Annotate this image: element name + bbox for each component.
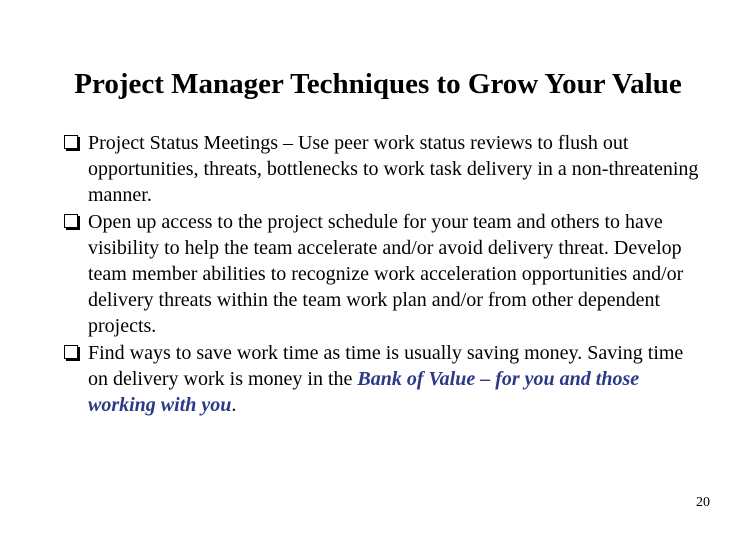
bullet-item bbox=[64, 130, 704, 209]
bullet-list bbox=[64, 130, 704, 418]
bullet-item bbox=[64, 209, 704, 340]
bullet-text: Project Status Meetings – Use peer work status reviews to flush out opportunities, threats, bottlenecks to work task delivery in a non-threatening manner. bbox=[88, 132, 699, 207]
checkbox-square-icon bbox=[64, 214, 78, 228]
page-number: 20 bbox=[696, 495, 710, 510]
bank-of-value-emphasis: Bank of Value – for you and those working with you bbox=[88, 367, 640, 417]
bullet-item bbox=[64, 340, 704, 419]
slide-title: Project Manager Techniques to Grow Your Value bbox=[74, 68, 682, 100]
bullet-text: Find ways to save work time as time is usually saving money. Saving time on delivery work is money in the bbox=[88, 341, 684, 390]
checkbox-square-icon bbox=[64, 345, 78, 359]
bullet-text: Open up access to the project schedule for your team and others to have visibility to help the team accelerate and/or avoid delivery threat. Develop team member abilities to recognize work acceleration opportunities and/or delivery threats within the team work plan and/or from other dependent projects. bbox=[88, 210, 684, 338]
bullet-text-end: . bbox=[231, 394, 237, 417]
checkbox-square-icon bbox=[64, 135, 78, 149]
